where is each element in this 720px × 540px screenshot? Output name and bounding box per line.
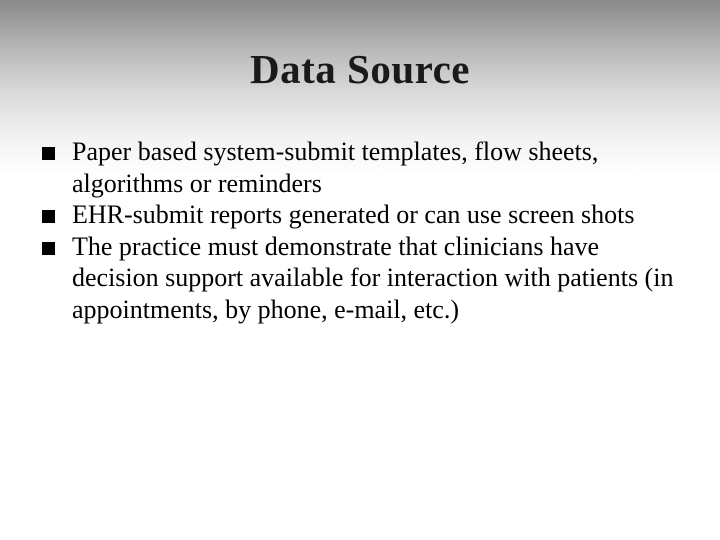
bullet-text: Paper based system-submit templates, flow sheets, algorithms or reminders	[72, 137, 599, 198]
bullet-item	[40, 136, 680, 199]
bullet-list	[40, 136, 680, 325]
square-bullet-icon	[42, 210, 55, 223]
square-bullet-icon	[42, 147, 55, 160]
square-bullet-icon	[42, 242, 55, 255]
bullet-text: The practice must demonstrate that clinicians have decision support available for interaction with patients (in appointments, by phone, e-mail, etc.)	[72, 231, 674, 324]
bullet-item	[40, 199, 680, 231]
bullet-item	[40, 231, 680, 326]
bullet-text: EHR-submit reports generated or can use screen shots	[72, 200, 635, 229]
slide-title: Data Source	[250, 46, 470, 92]
